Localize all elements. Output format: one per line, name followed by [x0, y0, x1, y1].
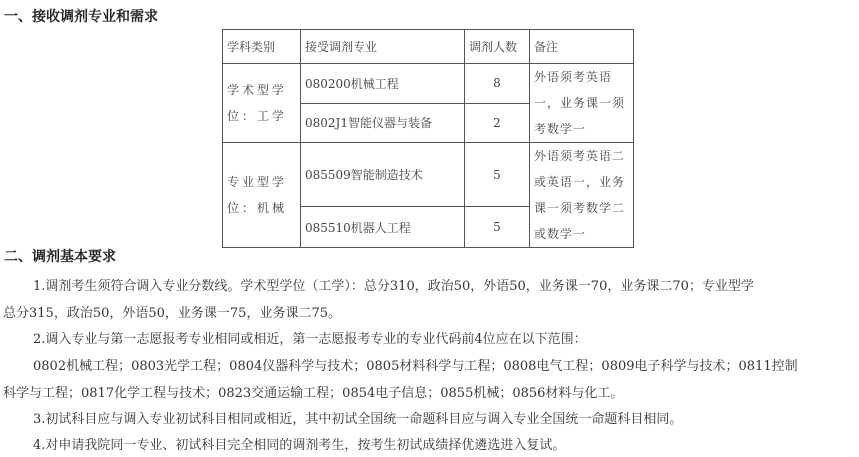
adjustment-table	[222, 29, 634, 248]
table-row	[223, 143, 634, 207]
requirement-2-line-1: 2.调入专业与第一志愿报考专业相同或相近，第一志愿报考专业的专业代码前4位应在以下范围：	[33, 332, 587, 347]
count-cell: 5	[465, 207, 530, 248]
requirement-4: 4.对申请我院同一专业、初试科目完全相同的调剂考生，按考生初试成绩择优遴选进入复试。	[33, 438, 566, 453]
section-1-heading: 一、接收调剂专业和需求	[4, 9, 158, 25]
count-cell: 5	[465, 143, 530, 207]
requirement-2-line-3: 科学与工程；0817化学工程与技术；0823交通运输工程；0854电子信息；0855机械；0856材料与化工。	[3, 386, 624, 401]
table-row	[223, 64, 634, 104]
major-cell: 080200机械工程	[301, 64, 465, 104]
major-cell: 085510机器人工程	[301, 207, 465, 248]
header-note: 备注	[530, 30, 634, 64]
requirement-3: 3.初试科目应与调入专业初试科目相同或相近，其中初试全国统一命题科目应与调入专业全国统一命题科目相同。	[33, 412, 683, 427]
major-cell: 0802J1智能仪器与装备	[301, 103, 465, 143]
requirement-1-line-2: 总分315，政治50，外语50，业务课一75，业务课二75。	[3, 306, 341, 321]
count-cell: 2	[465, 103, 530, 143]
category-cell: 专业型学 位：机械	[223, 143, 301, 248]
requirement-2-line-2: 0802机械工程；0803光学工程；0804仪器科学与技术；0805材料科学与工程；0808电气工程；0809电子科学与技术；0811控制	[33, 359, 798, 374]
major-cell: 085509智能制造技术	[301, 143, 465, 207]
table-header-row	[223, 30, 634, 64]
category-cell: 学术型学 位：工学	[223, 64, 301, 143]
requirement-1-line-1: 1.调剂考生须符合调入专业分数线。学术型学位（工学）：总分310，政治50，外语50，业务课一70，业务课二70；专业型学	[33, 279, 754, 294]
note-cell: 外语须考英语 一，业务课一须 考数学一	[530, 64, 634, 143]
note-cell: 外语须考英语二 或英语一，业务 课一须考数学二 或数学一	[530, 143, 634, 248]
count-cell: 8	[465, 64, 530, 104]
header-count: 调剂人数	[465, 30, 530, 64]
section-2-heading: 二、调剂基本要求	[4, 249, 116, 265]
header-major: 接受调剂专业	[301, 30, 465, 64]
header-category: 学科类别	[223, 30, 301, 64]
